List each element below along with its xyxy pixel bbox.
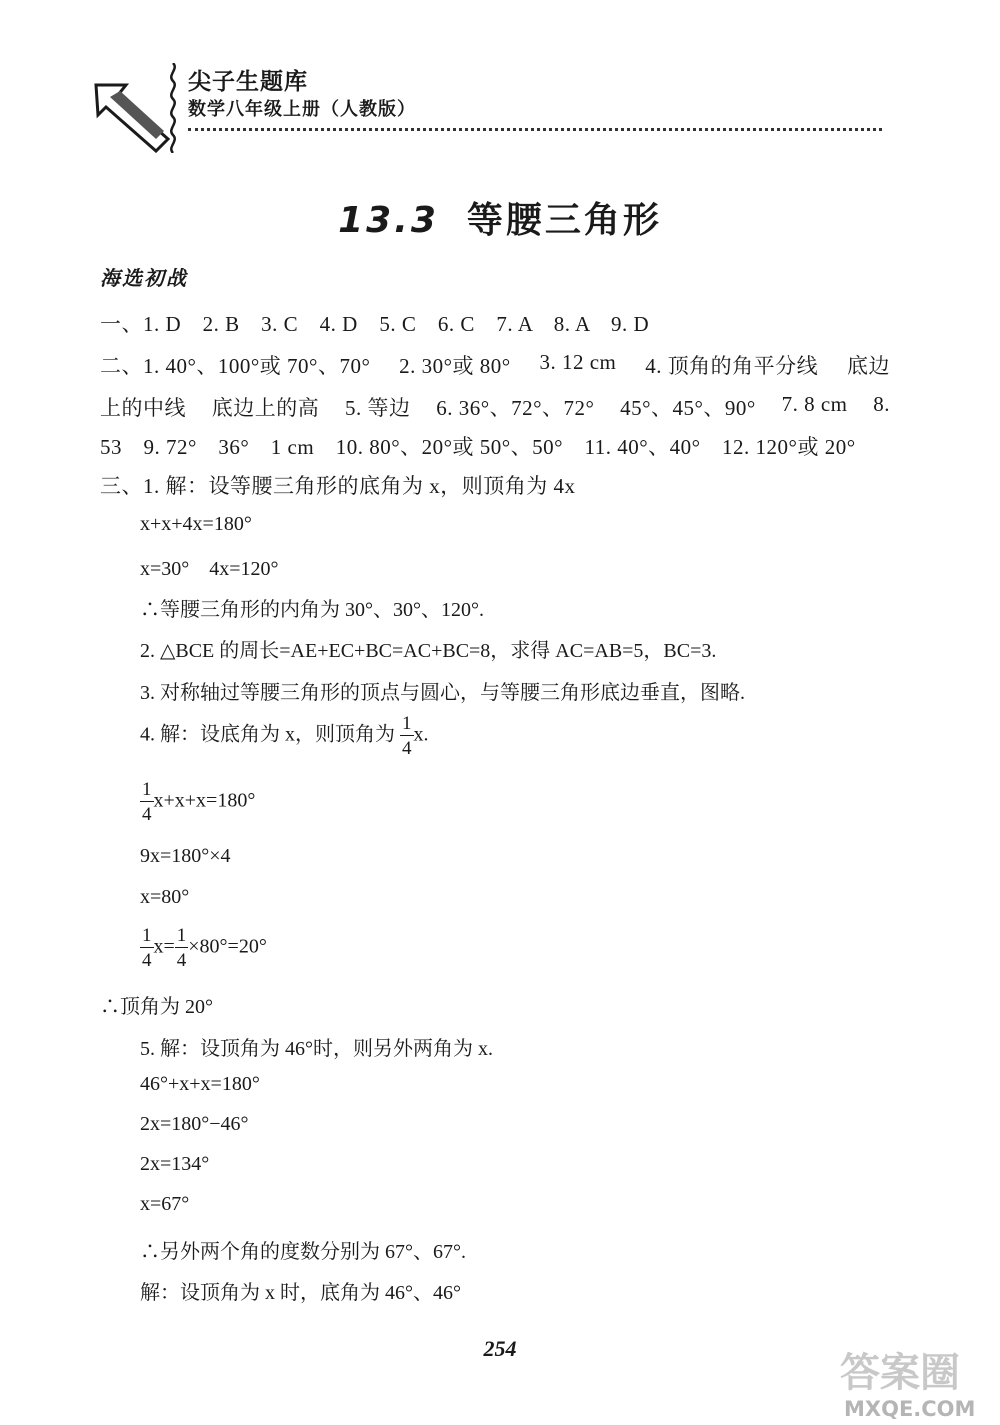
q2-solution: 2. △BCE 的周长=AE+EC+BC=AC+BC=8，求得 AC=AB=5，BC=3. [140, 640, 717, 662]
page-number: 254 [483, 1336, 517, 1361]
answers-part-two-row-1 [100, 350, 890, 380]
book-header [92, 55, 892, 155]
q5-conclusion: ∴另外两个角的度数分别为 67°、67°. [140, 1241, 466, 1263]
answer-segment: 上的中线 [100, 396, 186, 420]
q1-conclusion: ∴等腰三角形的内角为 30°、30°、120°. [140, 599, 484, 621]
book-title: 尖子生题库 [188, 69, 308, 95]
answers-part-two-row-3: 53 9. 72° 36° 1 cm 10. 80°、20°或 50°、50° 11. 40°、40° 12. 120°或 20° [100, 435, 856, 459]
q5-alternative: 解：设顶角为 x 时，底角为 46°、46° [140, 1282, 461, 1304]
q5-equation-4: x=67° [140, 1193, 190, 1215]
q3-solution: 3. 对称轴过等腰三角形的顶点与圆心，与等腰三角形底边垂直，图略. [140, 682, 745, 704]
answer-segment: 底边 [846, 354, 890, 378]
watermark-url: MXQE.COM [844, 1397, 976, 1420]
fraction-one-quarter: $\frac{1}{4}$ [176, 925, 187, 971]
q4-heading-text: 4. 解：设底角为 x，则顶角为 [140, 723, 395, 746]
q5-equation-3: 2x=134° [140, 1153, 210, 1175]
answer-segment: 45°、45°、90° [620, 396, 756, 420]
answer-segment: 2. 30°或 80° [399, 354, 511, 378]
answer-segment: 底边上的高 [211, 396, 320, 420]
q4-equation-1 [140, 780, 255, 824]
answer-segment: 二、1. 40°、100°或 70°、70° [100, 354, 371, 378]
q1-equation-2: x=30° 4x=120° [140, 558, 279, 580]
answer-segment: 7. 8 cm [781, 392, 848, 416]
fraction-one-quarter: $\frac{1}{4}$ [402, 713, 412, 759]
answer-segment: 4. 顶角的角平分线 [645, 354, 819, 378]
q1-heading: 三、1. 解：设等腰三角形的底角为 x，则顶角为 4x [100, 474, 576, 498]
answer-segment: 8. [873, 392, 890, 416]
q4-equation-1-text: x+x+x=180° [153, 789, 256, 812]
section-number: 13.3 [338, 200, 439, 241]
watermark-logo [838, 1340, 993, 1420]
q5-heading: 5. 解：设顶角为 46°时，则另外两角为 x. [140, 1038, 493, 1060]
arrow-icon [92, 83, 170, 153]
answers-part-one: 一、1. D 2. B 3. C 4. D 5. C 6. C 7. A 8. A 9. D [100, 312, 650, 336]
answer-segment: 5. 等边 [344, 396, 411, 420]
fraction-one-quarter: $\frac{1}{4}$ [142, 779, 152, 825]
book-subtitle: 数学八年级上册（人教版） [188, 99, 416, 120]
answer-segment: 3. 12 cm [539, 350, 617, 374]
wavy-divider-icon [166, 63, 180, 153]
answers-part-two-row-2 [100, 392, 890, 422]
q4-equation-3: x=80° [140, 886, 190, 908]
q4-equation-4-mid: x= [153, 935, 175, 958]
q4-heading-text-end: x. [413, 723, 429, 746]
watermark-text: 答案圈 [840, 1350, 960, 1396]
q4-heading [140, 714, 429, 758]
fraction-one-quarter: $\frac{1}{4}$ [142, 925, 152, 971]
q4-equation-2: 9x=180°×4 [140, 845, 231, 867]
q5-equation-2: 2x=180°−46° [140, 1113, 249, 1135]
header-dotted-rule [188, 128, 882, 131]
subsection-heading: 海选初战 [100, 266, 188, 290]
q4-conclusion: ∴顶角为 20° [100, 996, 213, 1018]
q4-equation-4 [140, 926, 267, 970]
q5-equation-1: 46°+x+x=180° [140, 1073, 260, 1095]
q4-equation-4-end: ×80°=20° [188, 935, 267, 958]
answer-segment: 6. 36°、72°、72° [436, 396, 595, 420]
section-title [0, 192, 1000, 243]
q1-equation-1: x+x+4x=180° [140, 513, 252, 535]
section-name: 等腰三角形 [466, 200, 662, 241]
